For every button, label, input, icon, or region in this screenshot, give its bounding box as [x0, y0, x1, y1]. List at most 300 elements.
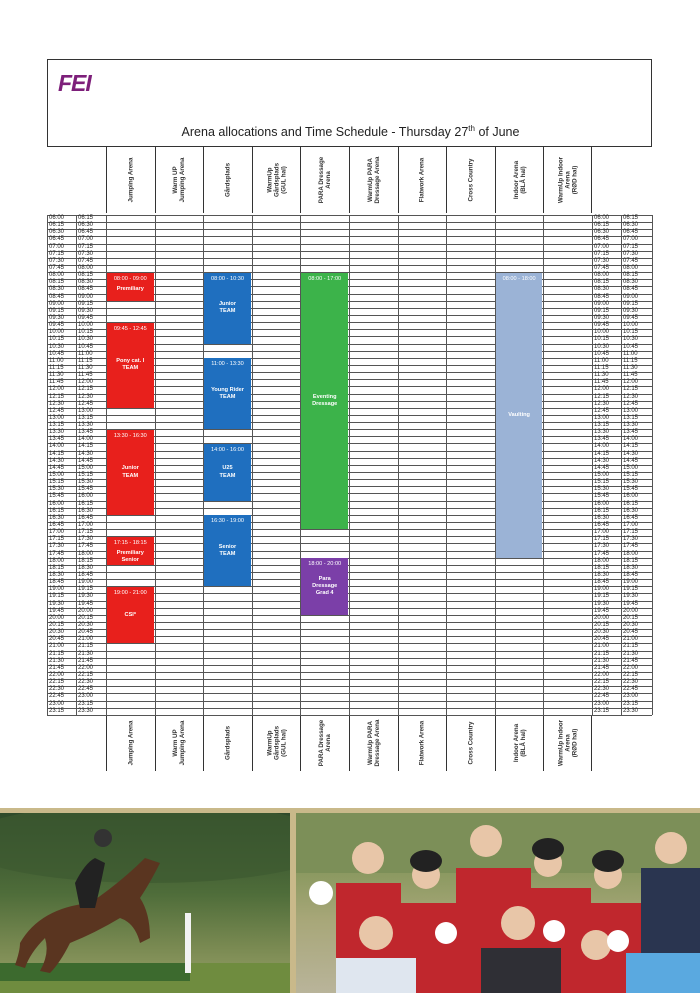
right-time-from: 07:00	[594, 243, 610, 250]
right-time-to: 16:30	[623, 507, 639, 514]
left-time-to: 21:15	[78, 643, 94, 650]
right-time-to: 18:45	[623, 572, 639, 578]
left-time-to: 08:30	[78, 279, 94, 286]
left-time-to: 22:30	[78, 679, 94, 686]
right-time-to: 14:30	[623, 450, 639, 457]
left-time-to: 07:00	[78, 236, 94, 243]
right-time-from: 20:00	[594, 614, 610, 621]
left-time-from: 19:45	[49, 607, 65, 614]
left-time-from: 15:15	[49, 479, 65, 486]
schedule-block[interactable]	[107, 430, 154, 515]
schedule-block[interactable]	[301, 558, 348, 615]
right-time-to: 20:45	[623, 629, 639, 636]
left-time-from: 22:45	[49, 693, 65, 700]
right-time-to: 09:00	[623, 293, 639, 300]
block-time: 08:00 - 10:30	[211, 275, 244, 282]
left-time-from: 09:45	[49, 322, 65, 329]
schedule-block[interactable]	[301, 273, 348, 530]
right-time-from: 11:00	[594, 357, 609, 364]
left-time-from: 07:30	[49, 257, 65, 264]
right-time-from: 15:15	[594, 479, 610, 486]
grid-col-line	[155, 215, 156, 715]
left-time-from: 16:30	[49, 514, 65, 521]
left-time-from: 08:30	[49, 286, 65, 293]
right-time-to: 06:15	[623, 215, 639, 221]
left-time-to: 09:00	[78, 293, 94, 300]
right-time-to: 07:30	[623, 250, 639, 257]
left-time-to: 13:15	[78, 414, 94, 421]
left-time-from: 17:30	[49, 543, 65, 550]
right-time-to: 08:15	[623, 272, 639, 279]
left-time-to: 07:15	[78, 243, 94, 250]
left-time-from: 20:45	[49, 636, 65, 643]
grid-col-line	[446, 215, 447, 715]
right-time-from: 20:45	[594, 636, 610, 643]
right-time-from: 09:30	[594, 314, 610, 321]
block-label: TEAM	[219, 551, 236, 558]
column-footer-label: WarmUp Gårdsplads (GUL hal)	[266, 725, 288, 761]
block-label: Vaulting	[508, 411, 530, 418]
left-time-from: 17:15	[49, 536, 65, 543]
column-footer	[495, 715, 544, 771]
right-time-to: 23:15	[623, 700, 639, 707]
right-time-from: 14:15	[594, 450, 610, 457]
left-time-from: 13:15	[49, 422, 65, 429]
left-time-from: 10:15	[49, 336, 65, 343]
left-time-to: 19:00	[78, 579, 94, 586]
left-time-to: 22:00	[78, 664, 94, 671]
column-footer-label: Gårdsplads	[224, 725, 232, 761]
left-time-from: 13:45	[49, 436, 65, 443]
column-footer	[446, 715, 495, 771]
page-title	[48, 124, 653, 139]
right-time-to: 06:30	[623, 222, 639, 229]
grid-col-line	[621, 215, 622, 715]
block-time: 09:45 - 12:45	[113, 325, 147, 332]
right-time-from: 16:00	[594, 500, 610, 507]
left-time-to: 17:15	[78, 529, 94, 536]
left-time-from: 17:00	[49, 529, 65, 536]
right-time-from: 20:30	[594, 629, 610, 636]
left-time-from: 08:00	[49, 272, 65, 279]
team-podium-photo	[296, 813, 700, 993]
left-time-from: 12:30	[49, 400, 65, 407]
right-time-to: 20:30	[623, 621, 639, 628]
block-label: Premiliary	[116, 285, 144, 292]
left-time-to: 16:30	[78, 507, 94, 514]
column-footer	[300, 715, 349, 771]
column-footer	[349, 715, 398, 771]
left-time-to: 20:30	[78, 621, 94, 628]
right-time-from: 19:15	[594, 593, 610, 600]
right-time-to: 10:00	[623, 322, 639, 329]
column-header	[300, 147, 349, 213]
right-time-to: 22:30	[623, 679, 639, 686]
block-label: TEAM	[219, 308, 236, 315]
schedule-block[interactable]	[496, 273, 543, 558]
right-time-from: 11:45	[594, 379, 609, 386]
right-time-from: 16:15	[594, 507, 610, 514]
left-time-from: 21:00	[49, 643, 65, 650]
left-time-to: 18:15	[78, 557, 94, 564]
block-time: 13:30 - 16:30	[113, 432, 147, 439]
schedule-block[interactable]	[107, 587, 154, 644]
right-time-to: 19:45	[623, 600, 639, 607]
left-time-from: 06:00	[49, 215, 65, 221]
left-time-from: 13:30	[49, 429, 65, 436]
right-time-to: 16:15	[623, 500, 639, 507]
block-label: Senior	[218, 543, 237, 550]
right-time-to: 10:15	[623, 329, 639, 336]
left-time-to: 22:45	[78, 686, 94, 693]
left-time-to: 09:15	[78, 300, 94, 307]
right-time-from: 07:15	[594, 250, 610, 257]
right-time-from: 13:00	[594, 414, 610, 421]
left-time-from: 08:15	[49, 279, 65, 286]
right-time-from: 18:30	[594, 572, 610, 578]
right-time-from: 13:30	[594, 429, 610, 436]
left-time-to: 08:45	[78, 286, 94, 293]
block-label: CSI*	[124, 611, 137, 618]
left-time-from: 14:15	[49, 450, 65, 457]
left-time-to: 14:45	[78, 457, 94, 464]
right-time-to: 19:00	[623, 579, 639, 586]
column-header	[155, 147, 204, 213]
column-header-label: Flatwork Arena	[418, 157, 426, 203]
left-time-from: 16:45	[49, 522, 65, 529]
right-time-from: 08:45	[594, 293, 610, 300]
left-time-to: 21:45	[78, 657, 94, 664]
right-time-to: 18:15	[623, 557, 639, 564]
column-header-label: WarmUp Indoor Arena (RØD hal)	[557, 156, 579, 204]
right-time-from: 23:15	[594, 707, 610, 714]
block-label: Grad 4	[315, 590, 334, 597]
right-time-from: 12:45	[594, 407, 610, 414]
right-time-from: 11:30	[594, 372, 609, 379]
left-time-to: 20:45	[78, 629, 94, 636]
right-time-from: 22:15	[594, 679, 610, 686]
right-time-from: 15:00	[594, 472, 610, 479]
title-tail: of June	[474, 125, 520, 140]
left-time-from: 10:45	[49, 350, 65, 357]
left-time-from: 19:30	[49, 600, 65, 607]
right-time-to: 12:00	[623, 379, 639, 386]
right-time-to: 21:15	[623, 643, 639, 650]
right-time-to: 10:45	[623, 343, 639, 350]
right-time-from: 17:45	[594, 550, 610, 557]
right-time-to: 22:00	[623, 664, 639, 671]
left-time-from: 19:15	[49, 593, 65, 600]
right-time-from: 14:00	[594, 443, 610, 450]
right-time-to: 17:15	[623, 529, 639, 536]
left-time-from: 12:00	[49, 386, 65, 393]
left-time-from: 20:15	[49, 621, 65, 628]
right-time-to: 08:45	[623, 286, 639, 293]
left-time-to: 12:00	[78, 379, 94, 386]
schedule-block[interactable]	[107, 537, 154, 565]
block-label: TEAM	[122, 365, 139, 372]
left-time-to: 08:00	[78, 264, 94, 271]
right-time-to: 07:45	[623, 257, 639, 264]
right-time-to: 21:30	[623, 650, 639, 657]
left-time-to: 15:00	[78, 464, 94, 471]
right-time-to: 16:45	[623, 514, 639, 521]
right-time-from: 18:00	[594, 557, 610, 564]
right-time-to: 11:45	[623, 372, 638, 379]
block-label: Junior	[121, 465, 139, 472]
column-footer	[203, 715, 252, 771]
schedule-block[interactable]	[204, 358, 251, 429]
left-time-from: 16:15	[49, 507, 65, 514]
block-label: TEAM	[219, 472, 236, 479]
left-time-from: 08:45	[49, 293, 65, 300]
block-label: Dressage	[312, 583, 338, 590]
right-time-to: 14:45	[623, 457, 639, 464]
block-label: Junior	[218, 301, 237, 308]
schedule-block[interactable]	[107, 323, 154, 408]
right-time-from: 10:30	[594, 343, 610, 350]
left-time-from: 23:15	[49, 707, 65, 714]
left-time-from: 07:15	[49, 250, 65, 257]
right-time-from: 22:30	[594, 686, 610, 693]
left-time-from: 22:00	[49, 671, 65, 678]
right-time-to: 23:00	[623, 693, 639, 700]
left-time-to: 23:00	[78, 693, 94, 700]
grid-col-line	[652, 215, 653, 715]
right-time-from: 15:30	[594, 486, 610, 493]
left-time-from: 15:00	[49, 472, 65, 479]
left-time-to: 19:30	[78, 593, 94, 600]
right-time-to: 11:00	[623, 350, 638, 357]
right-time-to: 09:45	[623, 314, 639, 321]
right-time-from: 09:15	[594, 307, 610, 314]
right-time-from: 07:45	[594, 264, 610, 271]
right-time-to: 08:00	[623, 264, 639, 271]
right-time-to: 17:30	[623, 536, 639, 543]
left-time-from: 11:45	[49, 379, 64, 386]
right-time-to: 23:30	[623, 707, 639, 714]
right-time-to: 18:30	[623, 564, 639, 571]
block-label: U25	[222, 465, 233, 472]
schedule-document	[47, 59, 653, 771]
right-time-from: 19:00	[594, 586, 610, 593]
right-time-to: 22:15	[623, 671, 639, 678]
block-label: Premiliary	[116, 549, 144, 556]
column-footer-label: Indoor Arena (BLÅ hal)	[512, 723, 527, 763]
column-footer	[398, 715, 447, 771]
column-header-label: Jumping Arena	[127, 157, 135, 203]
schedule-block[interactable]	[204, 515, 251, 586]
left-time-to: 22:15	[78, 671, 94, 678]
right-time-from: 08:00	[594, 272, 610, 279]
left-time-to: 18:30	[78, 564, 94, 571]
right-time-to: 13:30	[623, 422, 639, 429]
column-footer	[543, 715, 592, 771]
schedule-grid	[47, 147, 652, 771]
left-time-from: 20:00	[49, 614, 65, 621]
left-time-from: 14:00	[49, 443, 65, 450]
left-time-from: 07:00	[49, 243, 65, 250]
left-time-to: 16:15	[78, 500, 94, 507]
left-time-from: 19:00	[49, 586, 65, 593]
grid-col-line	[47, 215, 48, 715]
right-time-from: 21:15	[594, 650, 610, 657]
right-time-from: 17:30	[594, 543, 610, 550]
left-time-to: 19:15	[78, 586, 94, 593]
column-header	[106, 147, 155, 213]
title-sup: th	[468, 124, 475, 133]
block-label: Senior	[121, 556, 139, 563]
right-time-from: 17:00	[594, 529, 610, 536]
right-time-to: 19:30	[623, 593, 639, 600]
left-time-to: 10:15	[78, 329, 94, 336]
left-time-to: 06:45	[78, 229, 94, 236]
right-time-from: 20:15	[594, 621, 610, 628]
left-time-from: 21:45	[49, 664, 65, 671]
block-time: 08:00 - 09:00	[113, 275, 147, 282]
left-time-to: 10:45	[78, 343, 94, 350]
right-time-from: 12:30	[594, 400, 610, 407]
right-time-to: 18:00	[623, 550, 639, 557]
left-time-from: 12:45	[49, 407, 65, 414]
right-time-from: 09:45	[594, 322, 610, 329]
right-time-to: 14:00	[623, 436, 639, 443]
left-time-from: 23:00	[49, 700, 65, 707]
right-time-to: 15:30	[623, 479, 639, 486]
grid-col-line	[76, 215, 77, 715]
left-time-to: 09:45	[78, 314, 94, 321]
right-time-to: 07:15	[623, 243, 639, 250]
left-time-from: 21:15	[49, 650, 65, 657]
left-time-to: 06:30	[78, 222, 94, 229]
left-time-to: 10:30	[78, 336, 94, 343]
left-time-from: 18:30	[49, 572, 65, 578]
photo-strip	[0, 808, 700, 993]
right-time-from: 13:15	[594, 422, 610, 429]
right-time-to: 16:00	[623, 493, 639, 500]
left-time-to: 20:15	[78, 614, 94, 621]
column-header	[398, 147, 447, 213]
right-time-from: 22:00	[594, 671, 610, 678]
left-time-from: 18:15	[49, 564, 65, 571]
left-time-to: 09:30	[78, 307, 94, 314]
right-time-to: 21:00	[623, 636, 639, 643]
left-time-from: 06:30	[49, 229, 65, 236]
left-time-to: 17:30	[78, 536, 94, 543]
column-footer-label: Flatwork Arena	[418, 720, 426, 766]
block-time: 08:00 - 17:00	[308, 275, 342, 282]
column-footer-label: Warm UP Jumping Arena	[172, 720, 187, 766]
right-time-from: 19:30	[594, 600, 610, 607]
left-time-to: 21:30	[78, 650, 94, 657]
right-time-to: 22:45	[623, 686, 639, 693]
right-time-from: 14:30	[594, 457, 610, 464]
right-time-from: 09:00	[594, 300, 610, 307]
left-time-from: 06:15	[49, 222, 65, 229]
column-header	[349, 147, 398, 213]
left-time-to: 07:30	[78, 250, 94, 257]
left-time-from: 17:45	[49, 550, 65, 557]
left-time-from: 22:30	[49, 686, 65, 693]
left-time-to: 16:45	[78, 514, 94, 521]
left-time-from: 14:30	[49, 457, 65, 464]
right-time-to: 15:45	[623, 486, 639, 493]
left-time-to: 14:30	[78, 450, 94, 457]
right-time-to: 13:15	[623, 414, 639, 421]
right-time-to: 08:30	[623, 279, 639, 286]
right-time-from: 16:30	[594, 514, 610, 521]
left-time-from: 13:00	[49, 414, 65, 421]
left-time-from: 18:45	[49, 579, 65, 586]
grid-col-line	[543, 215, 544, 715]
block-time: 14:00 - 16:00	[211, 446, 244, 453]
left-time-to: 10:00	[78, 322, 94, 329]
block-label: Eventing	[312, 393, 337, 400]
right-time-from: 10:15	[594, 336, 610, 343]
block-time: 08:00 - 18:00	[502, 275, 536, 282]
left-time-to: 11:30	[78, 364, 93, 371]
right-time-from: 21:00	[594, 643, 610, 650]
right-time-from: 13:45	[594, 436, 610, 443]
right-time-to: 20:15	[623, 614, 639, 621]
left-time-from: 09:00	[49, 300, 65, 307]
block-time: 17:15 - 18:15	[113, 539, 147, 546]
column-header	[203, 147, 252, 213]
left-time-from: 11:30	[49, 372, 64, 379]
right-time-to: 15:00	[623, 464, 639, 471]
left-time-to: 11:45	[78, 372, 93, 379]
schedule-block[interactable]	[204, 444, 251, 501]
schedule-header	[47, 59, 652, 147]
schedule-block[interactable]	[107, 273, 154, 301]
column-header	[252, 147, 301, 213]
column-footer-label: WarmUp Indoor Arena (RØD hal)	[557, 719, 579, 767]
column-header-label: PARA Dressage Arena	[318, 156, 333, 204]
right-time-to: 19:15	[623, 586, 639, 593]
block-label: TEAM	[122, 472, 139, 479]
column-header-label: WarmUp PARA Dressage Arena	[366, 156, 381, 204]
left-time-from: 10:00	[49, 329, 65, 336]
right-time-from: 22:45	[594, 693, 610, 700]
column-footer-label: WarmUp PARA Dressage Arena	[366, 719, 381, 767]
right-time-to: 14:15	[623, 443, 639, 450]
schedule-block[interactable]	[204, 273, 251, 344]
right-time-to: 09:30	[623, 307, 639, 314]
right-time-to: 10:30	[623, 336, 639, 343]
left-time-to: 08:15	[78, 272, 94, 279]
left-time-to: 19:45	[78, 600, 94, 607]
right-time-from: 10:45	[594, 350, 610, 357]
horse-jump-photo	[0, 813, 290, 993]
fei-logo: FEI	[58, 70, 91, 96]
left-time-to: 14:00	[78, 436, 94, 443]
column-footer-label: PARA Dressage Arena	[318, 719, 333, 767]
left-time-to: 14:15	[78, 443, 94, 450]
right-time-to: 07:00	[623, 236, 639, 243]
block-label: Dressage	[312, 401, 338, 408]
left-time-from: 20:30	[49, 629, 65, 636]
left-time-to: 21:00	[78, 636, 94, 643]
column-header-label: Warm UP Jumping Arena	[172, 157, 187, 203]
left-time-from: 14:45	[49, 464, 65, 471]
left-time-from: 12:15	[49, 393, 65, 400]
left-time-from: 15:45	[49, 493, 65, 500]
right-time-to: 12:30	[623, 393, 639, 400]
grid-col-line	[592, 215, 593, 715]
right-time-from: 06:15	[594, 222, 610, 229]
right-time-from: 12:00	[594, 386, 610, 393]
left-time-from: 11:00	[49, 357, 64, 364]
